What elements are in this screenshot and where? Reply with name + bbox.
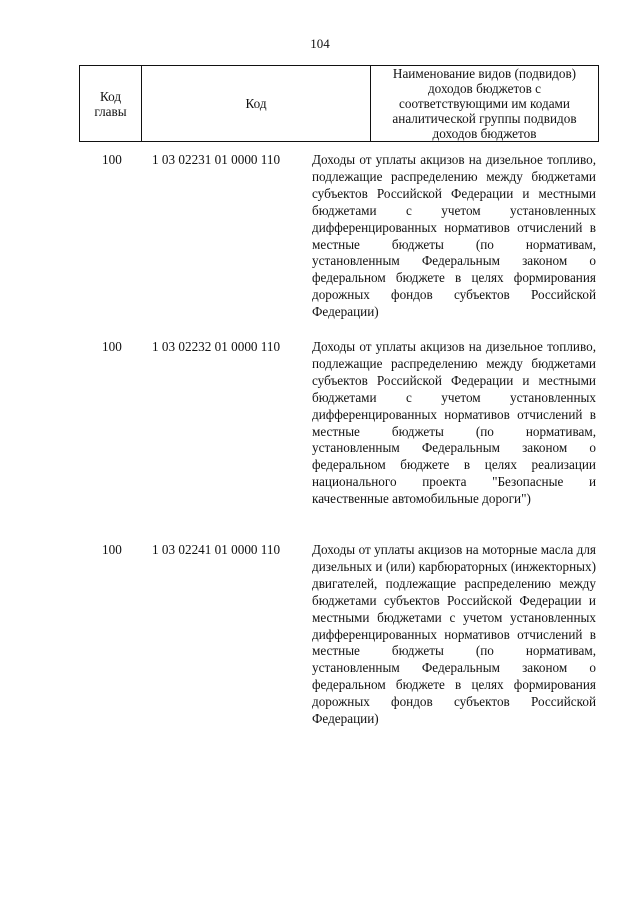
row-description: Доходы от уплаты акцизов на дизельное топливо, подлежащие распределению между бюджетами субъектов Российской Федерации и местными бюджетами с учетом установленных дифференцированных нормативов отчислений в местные бюджеты (по нормативам, установленным Федеральным законом о федеральном бюджете в целях формирования дорожных фондов субъектов Российской Федерации) — [312, 152, 596, 320]
table-row — [79, 152, 598, 339]
table-body — [79, 152, 598, 728]
row-chapter: 100 — [102, 542, 122, 557]
table-header — [79, 65, 599, 142]
page-number: 104 — [310, 36, 330, 51]
row-code: 1 03 02231 01 0000 110 — [152, 152, 281, 167]
row-chapter: 100 — [102, 339, 122, 354]
row-code: 1 03 02241 01 0000 110 — [152, 542, 281, 557]
row-description: Доходы от уплаты акцизов на моторные масла для дизельных и (или) карбюраторных (инжекторных) двигателей, подлежащие распределению между бюджетами субъектов Российской Федерации и местными бюджетами с учетом установленных дифференцированных нормативов отчислений в местные бюджеты (по нормативам, установленным Федеральным законом о федеральном бюджете в целях формирования дорожных фондов субъектов Российской Федерации) — [312, 542, 596, 727]
table-row — [79, 339, 598, 542]
row-description: Доходы от уплаты акцизов на дизельное топливо, подлежащие распределению между бюджетами субъектов Российской Федерации и местными бюджетами с учетом установленных дифференцированных нормативов отчислений в местные бюджеты (по нормативам, установленным Федеральным законом о федеральном бюджете в целях реализации национального проекта "Безопасные и качественные автомобильные дороги") — [312, 339, 596, 507]
table-row — [79, 542, 598, 728]
header-name: Наименование видов (подвидов) доходов бюджетов с соответствующими им кодами аналитической группы подвидов доходов бюджетов — [371, 66, 599, 142]
row-chapter: 100 — [102, 152, 122, 167]
header-chapter-code: Код главы — [80, 66, 142, 142]
header-code: Код — [142, 66, 371, 142]
row-code: 1 03 02232 01 0000 110 — [152, 339, 281, 354]
